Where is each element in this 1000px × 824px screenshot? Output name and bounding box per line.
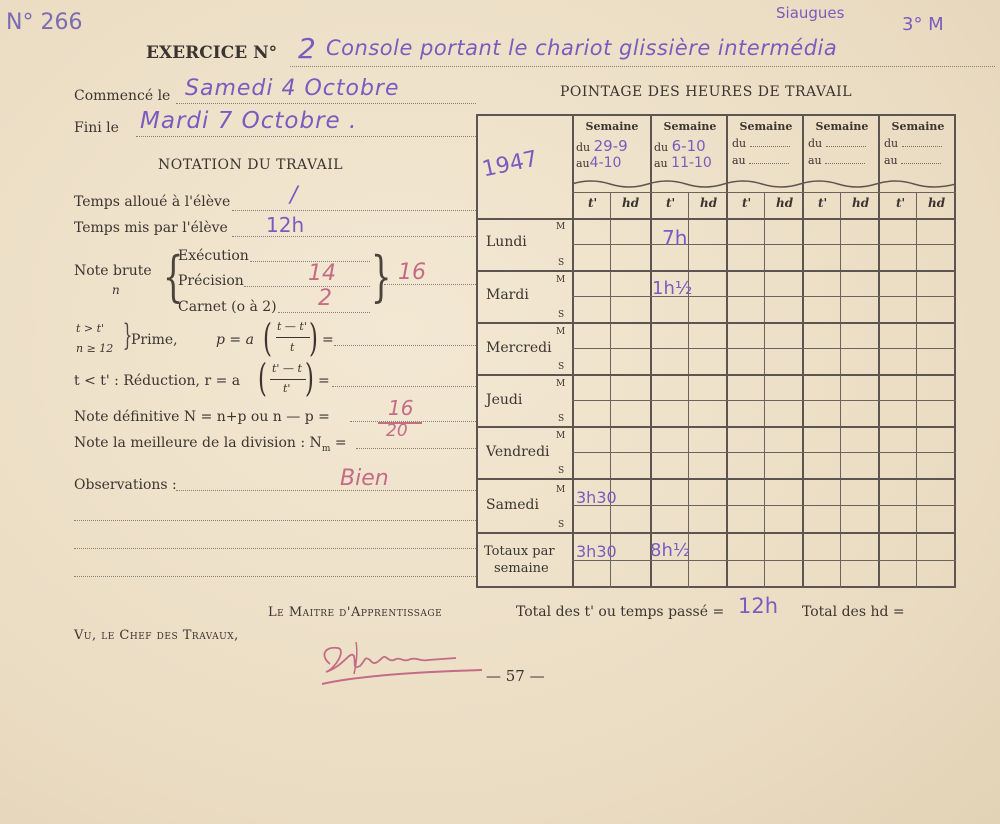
prime-denominator: t bbox=[290, 341, 295, 354]
w3-split bbox=[764, 192, 765, 588]
w2-t-header: t' bbox=[666, 196, 676, 210]
time-spent-line bbox=[232, 236, 476, 237]
carnet-value: 2 bbox=[318, 286, 332, 311]
best-note-text: Note la meilleure de la division : N bbox=[74, 435, 322, 451]
w2-hd-header: hd bbox=[700, 196, 718, 210]
page-number: — 57 — bbox=[486, 667, 545, 685]
prime-numerator: t — t' bbox=[277, 320, 307, 333]
week-1-du-label: du bbox=[576, 141, 591, 154]
mardi-mid bbox=[572, 296, 956, 297]
mercredi-s: S bbox=[558, 362, 565, 372]
vendredi-bottom bbox=[476, 478, 956, 480]
final-note-numerator: 16 bbox=[388, 396, 414, 420]
w4-split bbox=[840, 192, 841, 588]
notation-heading: NOTATION DU TRAVAIL bbox=[158, 157, 344, 173]
observations-label: Observations : bbox=[74, 477, 177, 493]
samedi-w1-entry: 3h30 bbox=[576, 488, 617, 507]
w5-hd-header: hd bbox=[928, 196, 946, 210]
time-allowed-value: / bbox=[290, 183, 298, 208]
mardi-s: S bbox=[558, 310, 565, 320]
total-t-value: 12h bbox=[738, 594, 779, 618]
prime-label: Prime, bbox=[131, 332, 178, 348]
prime-brace: } bbox=[122, 318, 133, 353]
observations-value: Bien bbox=[340, 466, 389, 491]
lundi-mid bbox=[572, 244, 956, 245]
prime-fraction-bar bbox=[276, 337, 310, 338]
day-mardi: Mardi bbox=[486, 287, 529, 303]
week-4-du-label: du bbox=[808, 137, 823, 150]
prime-paren-open: ( bbox=[262, 316, 272, 360]
jeudi-s: S bbox=[558, 414, 565, 424]
best-note-sub: m bbox=[321, 443, 331, 454]
samedi-mid bbox=[572, 505, 956, 506]
reduction-paren-close: ) bbox=[304, 356, 314, 400]
header-wave bbox=[572, 178, 956, 188]
prime-cond-1: t > t' bbox=[76, 322, 105, 335]
samedi-bottom bbox=[476, 532, 956, 534]
precision-value: 14 bbox=[308, 261, 336, 286]
jeudi-mid bbox=[572, 400, 956, 401]
maitre-label: Le Maitre d'Apprentissage bbox=[268, 605, 443, 620]
mardi-m: M bbox=[556, 275, 566, 285]
lundi-w2-entry: 7h bbox=[662, 226, 688, 250]
day-samedi: Samedi bbox=[486, 497, 539, 513]
observations-line-3 bbox=[74, 548, 476, 549]
best-note-line bbox=[356, 448, 476, 449]
prime-formula: p = a bbox=[216, 332, 254, 348]
day-mercredi: Mercredi bbox=[486, 340, 552, 356]
precision-line bbox=[244, 286, 370, 287]
time-spent-label: Temps mis par l'élève bbox=[74, 220, 228, 236]
w1-t-header: t' bbox=[588, 196, 598, 210]
mardi-bottom bbox=[476, 322, 956, 324]
mercredi-mid bbox=[572, 348, 956, 349]
week-2-semaine: Semaine bbox=[663, 120, 717, 133]
total-w2-entry: 8h½ bbox=[650, 540, 691, 561]
week-1-header bbox=[576, 120, 648, 171]
time-allowed-line bbox=[232, 210, 476, 211]
class-note: 3° M bbox=[902, 14, 944, 35]
mercredi-bottom bbox=[476, 374, 956, 376]
total-w1-entry: 3h30 bbox=[576, 542, 617, 561]
lundi-s: S bbox=[558, 258, 565, 268]
week-4-semaine: Semaine bbox=[815, 120, 869, 133]
day-vendredi: Vendredi bbox=[486, 444, 550, 460]
brute-total-line bbox=[384, 284, 476, 285]
best-note-equals: = bbox=[334, 435, 347, 451]
vendredi-m: M bbox=[556, 431, 566, 441]
started-value: Samedi 4 Octobre bbox=[185, 76, 400, 101]
lundi-m: M bbox=[556, 222, 566, 232]
mercredi-m: M bbox=[556, 327, 566, 337]
right-brace: } bbox=[370, 245, 392, 308]
w2-split bbox=[688, 192, 689, 588]
vendredi-s: S bbox=[558, 466, 565, 476]
best-note-label bbox=[74, 435, 347, 454]
w4-hd-header: hd bbox=[852, 196, 870, 210]
note-brute-n: n bbox=[112, 283, 120, 297]
week-2-du: 6-10 bbox=[671, 137, 706, 155]
totals-label-1: Totaux par bbox=[484, 544, 555, 559]
pointage-heading: POINTAGE DES HEURES DE TRAVAIL bbox=[560, 84, 853, 100]
day-jeudi: Jeudi bbox=[486, 392, 523, 408]
prime-paren-close: ) bbox=[308, 316, 318, 360]
document-number: N° 266 bbox=[6, 10, 83, 35]
jeudi-m: M bbox=[556, 379, 566, 389]
exercise-number: 2 bbox=[298, 32, 316, 65]
week-2-header bbox=[654, 120, 726, 171]
w3-hd-header: hd bbox=[776, 196, 794, 210]
week-3-au-label: au bbox=[732, 154, 746, 167]
day-lundi: Lundi bbox=[486, 234, 527, 250]
reduction-label: t < t' : Réduction, r = a bbox=[74, 373, 241, 389]
w4-t-header: t' bbox=[818, 196, 828, 210]
finished-label: Fini le bbox=[74, 120, 119, 136]
time-allowed-label: Temps alloué à l'élève bbox=[74, 194, 231, 210]
year: 1947 bbox=[480, 146, 540, 183]
header-bottom-line bbox=[476, 218, 956, 220]
observations-line-4 bbox=[74, 576, 476, 577]
started-label: Commencé le bbox=[74, 88, 171, 104]
w1-hd-header: hd bbox=[622, 196, 640, 210]
started-line bbox=[176, 103, 476, 104]
reduction-denominator: t' bbox=[283, 382, 291, 395]
samedi-m: M bbox=[556, 485, 566, 495]
lundi-bottom bbox=[476, 270, 956, 272]
week-5-au-label: au bbox=[884, 154, 898, 167]
samedi-s: S bbox=[558, 520, 565, 530]
carnet-label: Carnet (o à 2) bbox=[178, 299, 277, 315]
total-hd-label: Total des hd = bbox=[802, 604, 905, 620]
week-5-du-label: du bbox=[884, 137, 899, 150]
week-3-header bbox=[732, 120, 800, 167]
finished-value: Mardi 7 Octobre . bbox=[140, 108, 358, 134]
observations-line-1 bbox=[176, 490, 476, 491]
chef-label: Vu, le Chef des Travaux, bbox=[74, 628, 239, 643]
week-1-au: 4-10 bbox=[589, 155, 622, 171]
week-5-header bbox=[884, 120, 952, 167]
week-2-au: 11-10 bbox=[671, 155, 712, 171]
observations-line-2 bbox=[74, 520, 476, 521]
reduction-fraction-bar bbox=[270, 379, 306, 380]
finished-line bbox=[136, 136, 476, 137]
week-2-au-label: au bbox=[654, 157, 668, 170]
left-brace: { bbox=[162, 245, 184, 308]
week-1-semaine: Semaine bbox=[585, 120, 639, 133]
reduction-equals: = bbox=[318, 373, 330, 389]
final-note-label: Note définitive N = n+p ou n — p = bbox=[74, 409, 330, 425]
exercise-label: EXERCICE N° bbox=[146, 43, 278, 63]
prime-equals: = bbox=[322, 332, 334, 348]
mardi-w2-entry: 1h½ bbox=[652, 278, 693, 299]
execution-label: Exécution bbox=[178, 248, 249, 264]
carnet-line bbox=[278, 312, 370, 313]
w5-split bbox=[916, 192, 917, 588]
reduction-paren-open: ( bbox=[257, 356, 267, 400]
exercise-title-line bbox=[290, 66, 995, 67]
corner-note: Siaugues bbox=[776, 4, 845, 22]
vendredi-mid bbox=[572, 452, 956, 453]
final-note-denominator: 20 bbox=[386, 421, 408, 441]
exercise-title: Console portant le chariot glissière intermédia bbox=[326, 36, 838, 60]
brute-total: 16 bbox=[398, 260, 426, 285]
week-1-du: 29-9 bbox=[593, 137, 628, 155]
signature bbox=[316, 636, 486, 692]
note-brute-label: Note brute bbox=[74, 263, 152, 279]
precision-label: Précision bbox=[178, 273, 244, 289]
reduction-numerator: t' — t bbox=[272, 362, 302, 375]
totals-label-2: semaine bbox=[494, 561, 549, 576]
prime-line bbox=[334, 345, 476, 346]
week-5-semaine: Semaine bbox=[891, 120, 945, 133]
w3-t-header: t' bbox=[742, 196, 752, 210]
week-2-du-label: du bbox=[654, 141, 669, 154]
week-4-header bbox=[808, 120, 876, 167]
totals-mid bbox=[572, 560, 956, 561]
time-spent-value: 12h bbox=[266, 213, 305, 237]
reduction-line bbox=[332, 386, 476, 387]
week-1-au-label: au bbox=[576, 157, 590, 170]
w5-t-header: t' bbox=[896, 196, 906, 210]
prime-cond-2: n ≥ 12 bbox=[76, 342, 114, 355]
week-4-au-label: au bbox=[808, 154, 822, 167]
week-3-du-label: du bbox=[732, 137, 747, 150]
total-t-label: Total des t' ou temps passé = bbox=[516, 604, 725, 620]
final-note-line bbox=[350, 421, 476, 422]
week-3-semaine: Semaine bbox=[739, 120, 793, 133]
subheader-top-line bbox=[572, 192, 956, 193]
w1-split bbox=[610, 192, 611, 588]
jeudi-bottom bbox=[476, 426, 956, 428]
hours-table bbox=[476, 114, 960, 590]
